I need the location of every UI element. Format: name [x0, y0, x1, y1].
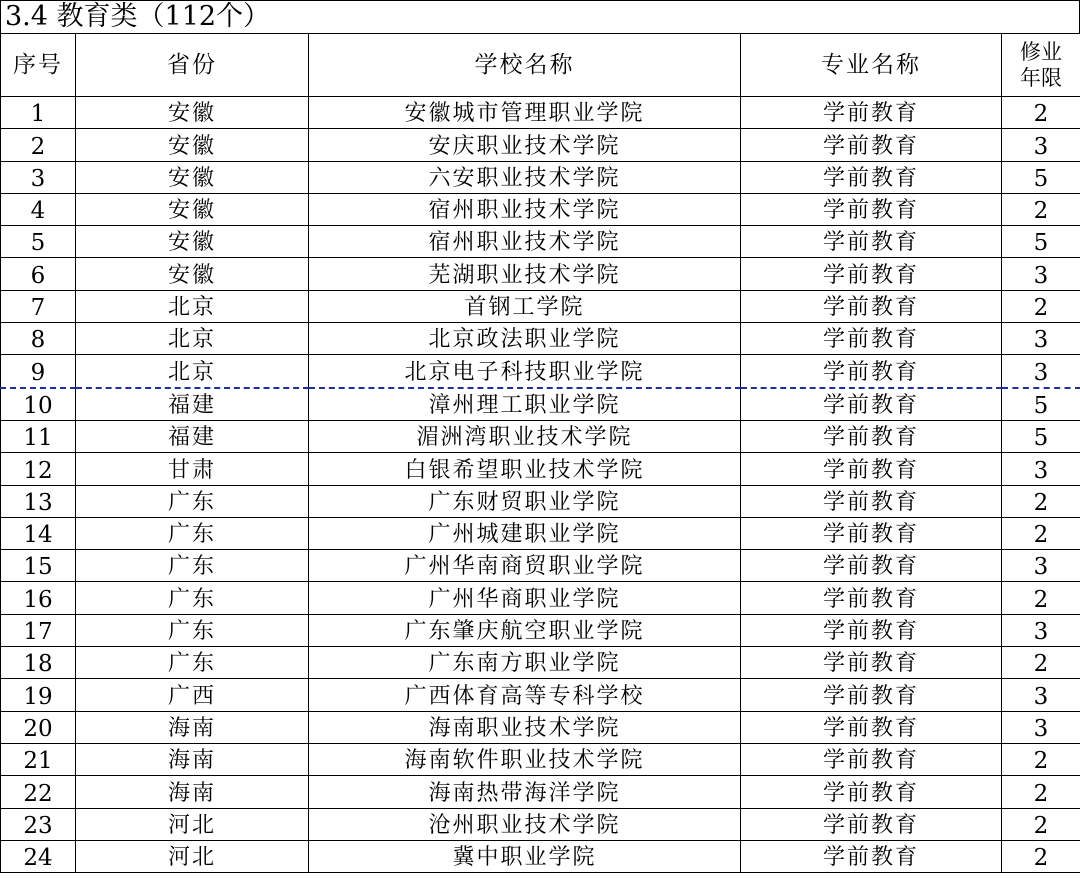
cell-index: 7 — [1, 290, 76, 322]
cell-years: 5 — [1002, 420, 1080, 452]
cell-years: 2 — [1002, 582, 1080, 614]
cell-index: 18 — [1, 647, 76, 679]
cell-years: 2 — [1002, 647, 1080, 679]
header-major: 专业名称 — [741, 34, 1002, 97]
cell-province: 广东 — [76, 614, 309, 646]
cell-years: 2 — [1002, 743, 1080, 775]
cell-index: 15 — [1, 550, 76, 582]
cell-school: 北京电子科技职业学院 — [309, 355, 741, 388]
cell-school: 广州华南商贸职业学院 — [309, 550, 741, 582]
cell-province: 北京 — [76, 355, 309, 388]
cell-school: 海南职业技术学院 — [309, 711, 741, 743]
cell-province: 安徽 — [76, 97, 309, 129]
cell-index: 1 — [1, 97, 76, 129]
cell-province: 广东 — [76, 517, 309, 549]
cell-school: 芜湖职业技术学院 — [309, 258, 741, 290]
cell-major: 学前教育 — [741, 97, 1002, 129]
cell-years: 3 — [1002, 711, 1080, 743]
cell-years: 5 — [1002, 161, 1080, 193]
table-row — [1, 97, 1080, 129]
cell-school: 广东财贸职业学院 — [309, 485, 741, 517]
cell-years: 3 — [1002, 129, 1080, 161]
cell-province: 北京 — [76, 323, 309, 355]
cell-province: 海南 — [76, 711, 309, 743]
cell-major: 学前教育 — [741, 517, 1002, 549]
cell-major: 学前教育 — [741, 743, 1002, 775]
cell-province: 北京 — [76, 290, 309, 322]
cell-index: 6 — [1, 258, 76, 290]
cell-index: 9 — [1, 355, 76, 388]
cell-province: 广东 — [76, 647, 309, 679]
cell-province: 安徽 — [76, 258, 309, 290]
header-years — [1002, 34, 1080, 97]
cell-index: 13 — [1, 485, 76, 517]
cell-major: 学前教育 — [741, 355, 1002, 388]
cell-index: 3 — [1, 161, 76, 193]
cell-index: 20 — [1, 711, 76, 743]
cell-school: 沧州职业技术学院 — [309, 808, 741, 840]
table-row — [1, 647, 1080, 679]
cell-years: 2 — [1002, 808, 1080, 840]
cell-school: 漳州理工职业学院 — [309, 388, 741, 421]
table-row — [1, 226, 1080, 258]
cell-index: 4 — [1, 193, 76, 225]
cell-years: 3 — [1002, 355, 1080, 388]
cell-province: 福建 — [76, 420, 309, 452]
table-row — [1, 323, 1080, 355]
header-row — [1, 34, 1080, 97]
table-row — [1, 776, 1080, 808]
cell-province: 河北 — [76, 808, 309, 840]
cell-years: 2 — [1002, 517, 1080, 549]
cell-major: 学前教育 — [741, 453, 1002, 485]
cell-index: 12 — [1, 453, 76, 485]
cell-school: 宿州职业技术学院 — [309, 193, 741, 225]
cell-school: 海南热带海洋学院 — [309, 776, 741, 808]
cell-index: 19 — [1, 679, 76, 711]
cell-school: 广东南方职业学院 — [309, 647, 741, 679]
table-row — [1, 550, 1080, 582]
cell-index: 16 — [1, 582, 76, 614]
cell-province: 河北 — [76, 840, 309, 872]
table-row — [1, 193, 1080, 225]
table-row — [1, 808, 1080, 840]
cell-major: 学前教育 — [741, 550, 1002, 582]
cell-major: 学前教育 — [741, 614, 1002, 646]
table-row — [1, 258, 1080, 290]
cell-school: 广州华商职业学院 — [309, 582, 741, 614]
cell-years: 5 — [1002, 388, 1080, 421]
cell-province: 福建 — [76, 388, 309, 421]
cell-major: 学前教育 — [741, 129, 1002, 161]
cell-school: 广东肇庆航空职业学院 — [309, 614, 741, 646]
cell-province: 广东 — [76, 582, 309, 614]
cell-school: 广州城建职业学院 — [309, 517, 741, 549]
cell-school: 湄洲湾职业技术学院 — [309, 420, 741, 452]
table-row — [1, 679, 1080, 711]
table-row — [1, 161, 1080, 193]
cell-index: 10 — [1, 388, 76, 421]
table-row — [1, 485, 1080, 517]
cell-years: 3 — [1002, 550, 1080, 582]
cell-index: 24 — [1, 840, 76, 872]
cell-school: 安徽城市管理职业学院 — [309, 97, 741, 129]
header-province: 省份 — [76, 34, 309, 97]
table-row — [1, 840, 1080, 872]
cell-major: 学前教育 — [741, 840, 1002, 872]
cell-years: 3 — [1002, 258, 1080, 290]
section-title-row — [0, 0, 1080, 33]
table-row — [1, 453, 1080, 485]
table-row — [1, 129, 1080, 161]
cell-years: 2 — [1002, 290, 1080, 322]
cell-major: 学前教育 — [741, 388, 1002, 421]
section-title: 3.4 教育类（112个） — [5, 1, 271, 32]
cell-school: 首钢工学院 — [309, 290, 741, 322]
cell-major: 学前教育 — [741, 420, 1002, 452]
header-years-line2: 年限 — [1020, 66, 1062, 90]
table-row — [1, 290, 1080, 322]
cell-major: 学前教育 — [741, 161, 1002, 193]
table-row — [1, 743, 1080, 775]
cell-index: 23 — [1, 808, 76, 840]
cell-major: 学前教育 — [741, 258, 1002, 290]
cell-school: 冀中职业学院 — [309, 840, 741, 872]
cell-province: 安徽 — [76, 226, 309, 258]
cell-years: 2 — [1002, 193, 1080, 225]
cell-years: 3 — [1002, 679, 1080, 711]
cell-province: 海南 — [76, 776, 309, 808]
cell-school: 白银希望职业技术学院 — [309, 453, 741, 485]
cell-years: 3 — [1002, 323, 1080, 355]
school-table — [0, 33, 1080, 873]
cell-index: 5 — [1, 226, 76, 258]
cell-major: 学前教育 — [741, 711, 1002, 743]
cell-province: 广西 — [76, 679, 309, 711]
header-years-line1: 修业 — [1020, 40, 1062, 64]
cell-major: 学前教育 — [741, 776, 1002, 808]
cell-province: 甘肃 — [76, 453, 309, 485]
table-row — [1, 582, 1080, 614]
cell-school: 海南软件职业技术学院 — [309, 743, 741, 775]
cell-major: 学前教育 — [741, 808, 1002, 840]
cell-years: 3 — [1002, 453, 1080, 485]
cell-major: 学前教育 — [741, 679, 1002, 711]
cell-school: 安庆职业技术学院 — [309, 129, 741, 161]
table-row — [1, 420, 1080, 452]
cell-index: 22 — [1, 776, 76, 808]
cell-index: 17 — [1, 614, 76, 646]
table-row — [1, 517, 1080, 549]
cell-index: 8 — [1, 323, 76, 355]
cell-province: 安徽 — [76, 193, 309, 225]
cell-index: 11 — [1, 420, 76, 452]
cell-major: 学前教育 — [741, 193, 1002, 225]
cell-major: 学前教育 — [741, 290, 1002, 322]
table-row — [1, 711, 1080, 743]
cell-index: 2 — [1, 129, 76, 161]
cell-years: 3 — [1002, 614, 1080, 646]
table-row — [1, 388, 1080, 421]
cell-school: 六安职业技术学院 — [309, 161, 741, 193]
cell-school: 宿州职业技术学院 — [309, 226, 741, 258]
cell-major: 学前教育 — [741, 647, 1002, 679]
cell-province: 海南 — [76, 743, 309, 775]
cell-index: 14 — [1, 517, 76, 549]
cell-major: 学前教育 — [741, 323, 1002, 355]
header-school: 学校名称 — [309, 34, 741, 97]
cell-years: 2 — [1002, 485, 1080, 517]
table-row — [1, 355, 1080, 388]
cell-province: 安徽 — [76, 129, 309, 161]
cell-years: 5 — [1002, 226, 1080, 258]
cell-years: 2 — [1002, 840, 1080, 872]
cell-years: 2 — [1002, 97, 1080, 129]
cell-index: 21 — [1, 743, 76, 775]
header-index: 序号 — [1, 34, 76, 97]
cell-major: 学前教育 — [741, 582, 1002, 614]
cell-province: 广东 — [76, 485, 309, 517]
cell-major: 学前教育 — [741, 226, 1002, 258]
cell-school: 广西体育高等专科学校 — [309, 679, 741, 711]
cell-province: 广东 — [76, 550, 309, 582]
cell-province: 安徽 — [76, 161, 309, 193]
cell-years: 2 — [1002, 776, 1080, 808]
table-row — [1, 614, 1080, 646]
cell-school: 北京政法职业学院 — [309, 323, 741, 355]
cell-major: 学前教育 — [741, 485, 1002, 517]
